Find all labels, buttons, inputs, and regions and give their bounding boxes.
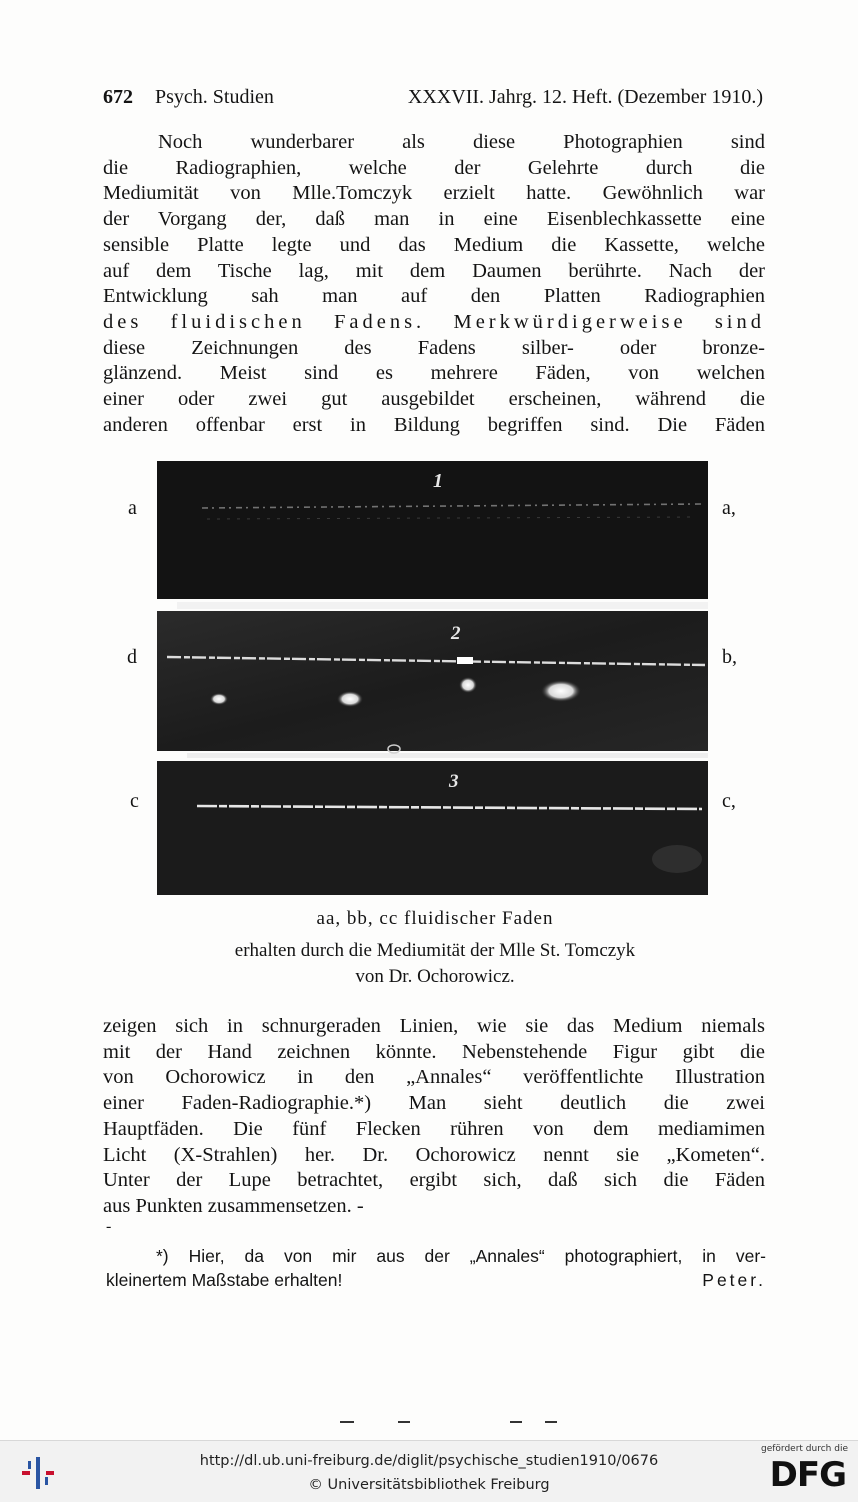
paragraph-1 [103, 130, 765, 438]
paragraph-2 [103, 1014, 765, 1220]
text-line: Licht (X-Strahlen) her. Dr. Ochorowicz nennt sie „Kometen“. [103, 1143, 765, 1166]
panel-separator [177, 602, 708, 609]
text-line: Mediumität von Mlle.Tomczyk erzielt hatte. Gewöhnlich war [103, 182, 765, 205]
figure-label-left: a [128, 497, 137, 519]
text-line: diese Zeichnungen des Fadens silber- oder bronze- [103, 336, 765, 359]
text-line: glänzend. Meist sind es mehrere Fäden, von welchen [103, 362, 765, 385]
text-line: der Vorgang der, daß man in eine Eisenblechkassette eine [103, 208, 765, 231]
light-spot [541, 680, 581, 702]
footnote-line: kleinertem Maßstabe erhalten! [106, 1270, 343, 1290]
text-line: Entwicklung sah man auf den Platten Radiographien [103, 285, 765, 308]
figure-caption: aa, bb, cc fluidischer Faden [316, 908, 554, 929]
figure-label-right: a, [722, 497, 736, 519]
footnote [106, 1244, 766, 1292]
viewer-footer [0, 1440, 858, 1502]
panel-number: 1 [433, 470, 443, 492]
text-line: einer oder zwei gut ausgebildet erscheinen, während die [103, 388, 765, 411]
page-number: 672 [103, 86, 133, 108]
footnote-separator: - [106, 1218, 112, 1235]
light-spot [210, 693, 228, 705]
bright-mark [457, 657, 473, 664]
text-line: sensible Platte legte und das Medium die Kassette, welche [103, 233, 765, 256]
journal-title: Psych. Studien [155, 86, 274, 108]
text-line: mit der Hand zeichnen könnte. Nebenstehende Figur gibt die [103, 1040, 765, 1063]
panel-separator [187, 753, 708, 758]
text-line: die Radiographien, welche der Gelehrte durch die [103, 156, 765, 179]
copyright-notice: © Universitätsbibliothek Freiburg [308, 1477, 550, 1493]
figure-label-left: d [127, 646, 137, 668]
permalink-url[interactable]: http://dl.ub.uni-freiburg.de/diglit/psychische_studien1910/0676 [199, 1453, 659, 1469]
radiograph-figure [157, 461, 708, 895]
figure-caption: erhalten durch die Mediumität der Mlle St. Tomczyk [234, 940, 636, 961]
issue-info: XXXVII. Jahrg. 12. Heft. (Dezember 1910.) [407, 86, 763, 108]
figure-label-right: c, [722, 790, 736, 812]
figure-label-left: c [130, 790, 139, 812]
text-line: zeigen sich in schnurgeraden Linien, wie sie das Medium niemals [103, 1015, 765, 1037]
dark-haze [652, 845, 702, 873]
text-line: Unter der Lupe betrachtet, ergibt sich, daß sich die Fäden [103, 1169, 765, 1192]
radiograph-panel [157, 611, 708, 751]
footnote-line: *) Hier, da von mir aus der „Annales“ photographiert, in ver- [156, 1246, 766, 1266]
radiograph-panel [157, 761, 708, 895]
text-line: einer Faden-Radiographie.*) Man sieht deutlich die zwei [103, 1092, 765, 1115]
funding-note: gefördert durch die [761, 1444, 848, 1454]
scan-artifacts [340, 1420, 580, 1424]
panel-number: 3 [449, 771, 459, 792]
text-line: des fluidischen Fadens. Merkwürdigerweise sind [103, 310, 765, 333]
text-line: aus Punkten zusammensetzen. - [103, 1194, 364, 1217]
figure-label-right: b, [722, 646, 737, 668]
dfg-logo-icon: DFG [769, 1455, 846, 1495]
text-line: auf dem Tische lag, mit dem Daumen berührte. Nach der [103, 259, 765, 282]
figure-caption: von Dr. Ochorowicz. [355, 966, 515, 987]
footnote-signature: Peter. [702, 1270, 766, 1290]
light-spot [337, 691, 363, 707]
running-head [103, 86, 763, 116]
text-line: anderen offenbar erst in Bildung begriffen sind. Die Fäden [103, 413, 765, 436]
text-line: Noch wunderbarer als diese Photographien sind [158, 131, 765, 153]
text-line: von Ochorowicz in den „Annales“ veröffentlichte Illustration [103, 1066, 765, 1089]
light-spot [459, 677, 477, 693]
text-line: Hauptfäden. Die fünf Flecken rühren von dem mediamimen [103, 1117, 765, 1140]
panel-number: 2 [451, 623, 461, 644]
